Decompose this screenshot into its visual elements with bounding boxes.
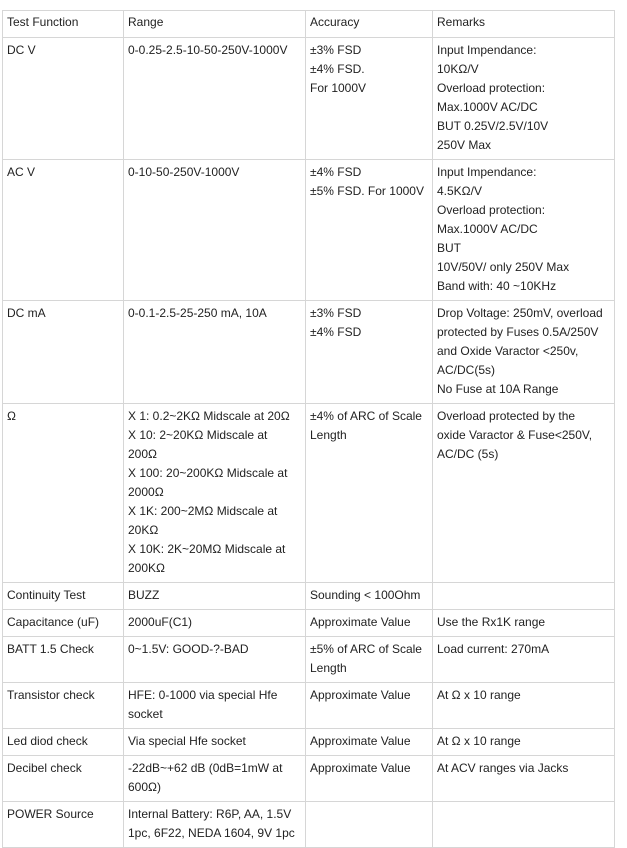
cell-accuracy: Approximate Value <box>306 729 433 756</box>
table-row <box>3 404 615 583</box>
header-row <box>3 11 615 38</box>
table-row <box>3 583 615 610</box>
cell-remarks: Input Impendance: 10KΩ/V Overload protection: Max.1000V AC/DC BUT 0.25V/2.5V/10V 250V Max <box>433 38 615 160</box>
cell-accuracy: ±3% FSD ±4% FSD. For 1000V <box>306 38 433 160</box>
cell-range: -22dB~+62 dB (0dB=1mW at 600Ω) <box>124 756 306 802</box>
cell-range: Internal Battery: R6P, AA, 1.5V 1pc, 6F22, NEDA 1604, 9V 1pc <box>124 802 306 848</box>
cell-remarks <box>433 583 615 610</box>
cell-test-function: Decibel check <box>3 756 124 802</box>
cell-test-function: Led diod check <box>3 729 124 756</box>
cell-range: 0-10-50-250V-1000V <box>124 160 306 301</box>
table-row <box>3 160 615 301</box>
cell-range: 0~1.5V: GOOD-?-BAD <box>124 637 306 683</box>
cell-test-function: AC V <box>3 160 124 301</box>
table-row <box>3 802 615 848</box>
cell-remarks: Load current: 270mA <box>433 637 615 683</box>
spec-table <box>2 10 615 848</box>
cell-test-function: Continuity Test <box>3 583 124 610</box>
cell-range: 2000uF(C1) <box>124 610 306 637</box>
table-row <box>3 301 615 404</box>
cell-remarks: Overload protected by the oxide Varactor & Fuse<250V, AC/DC (5s) <box>433 404 615 583</box>
table-row <box>3 38 615 160</box>
cell-test-function: Ω <box>3 404 124 583</box>
cell-test-function: BATT 1.5 Check <box>3 637 124 683</box>
table-row <box>3 683 615 729</box>
cell-test-function: Capacitance (uF) <box>3 610 124 637</box>
cell-remarks: Drop Voltage: 250mV, overload protected by Fuses 0.5A/250V and Oxide Varactor <250v, AC/DC(5s) No Fuse at 10A Range <box>433 301 615 404</box>
cell-accuracy: ±5% of ARC of Scale Length <box>306 637 433 683</box>
cell-accuracy: Approximate Value <box>306 756 433 802</box>
table-row <box>3 610 615 637</box>
cell-remarks: At ACV ranges via Jacks <box>433 756 615 802</box>
cell-accuracy: Sounding < 100Ohm <box>306 583 433 610</box>
table-row <box>3 729 615 756</box>
cell-remarks: Use the Rx1K range <box>433 610 615 637</box>
cell-range: 0-0.25-2.5-10-50-250V-1000V <box>124 38 306 160</box>
cell-accuracy: ±3% FSD ±4% FSD <box>306 301 433 404</box>
header-accuracy: Accuracy <box>306 11 433 38</box>
cell-range: Via special Hfe socket <box>124 729 306 756</box>
cell-test-function: DC V <box>3 38 124 160</box>
cell-remarks: At Ω x 10 range <box>433 729 615 756</box>
spec-table-body <box>3 38 615 848</box>
cell-accuracy: Approximate Value <box>306 610 433 637</box>
cell-accuracy: ±4% of ARC of Scale Length <box>306 404 433 583</box>
cell-test-function: Transistor check <box>3 683 124 729</box>
cell-accuracy: Approximate Value <box>306 683 433 729</box>
cell-accuracy <box>306 802 433 848</box>
header-remarks: Remarks <box>433 11 615 38</box>
header-test-function: Test Function <box>3 11 124 38</box>
cell-test-function: POWER Source <box>3 802 124 848</box>
cell-accuracy: ±4% FSD ±5% FSD. For 1000V <box>306 160 433 301</box>
table-row <box>3 637 615 683</box>
table-row <box>3 756 615 802</box>
cell-range: 0-0.1-2.5-25-250 mA, 10A <box>124 301 306 404</box>
header-range: Range <box>124 11 306 38</box>
cell-test-function: DC mA <box>3 301 124 404</box>
cell-range: BUZZ <box>124 583 306 610</box>
cell-remarks: Input Impendance: 4.5KΩ/V Overload protection: Max.1000V AC/DC BUT 10V/50V/ only 250V Max Band with: 40 ~10KHz <box>433 160 615 301</box>
cell-remarks: At Ω x 10 range <box>433 683 615 729</box>
cell-range: HFE: 0-1000 via special Hfe socket <box>124 683 306 729</box>
cell-remarks <box>433 802 615 848</box>
cell-range: X 1: 0.2~2KΩ Midscale at 20Ω X 10: 2~20KΩ Midscale at 200Ω X 100: 20~200KΩ Midscale at 2000Ω X 1K: 200~2MΩ Midscale at 20KΩ X 10K: 2K~20MΩ Midscale at 200KΩ <box>124 404 306 583</box>
